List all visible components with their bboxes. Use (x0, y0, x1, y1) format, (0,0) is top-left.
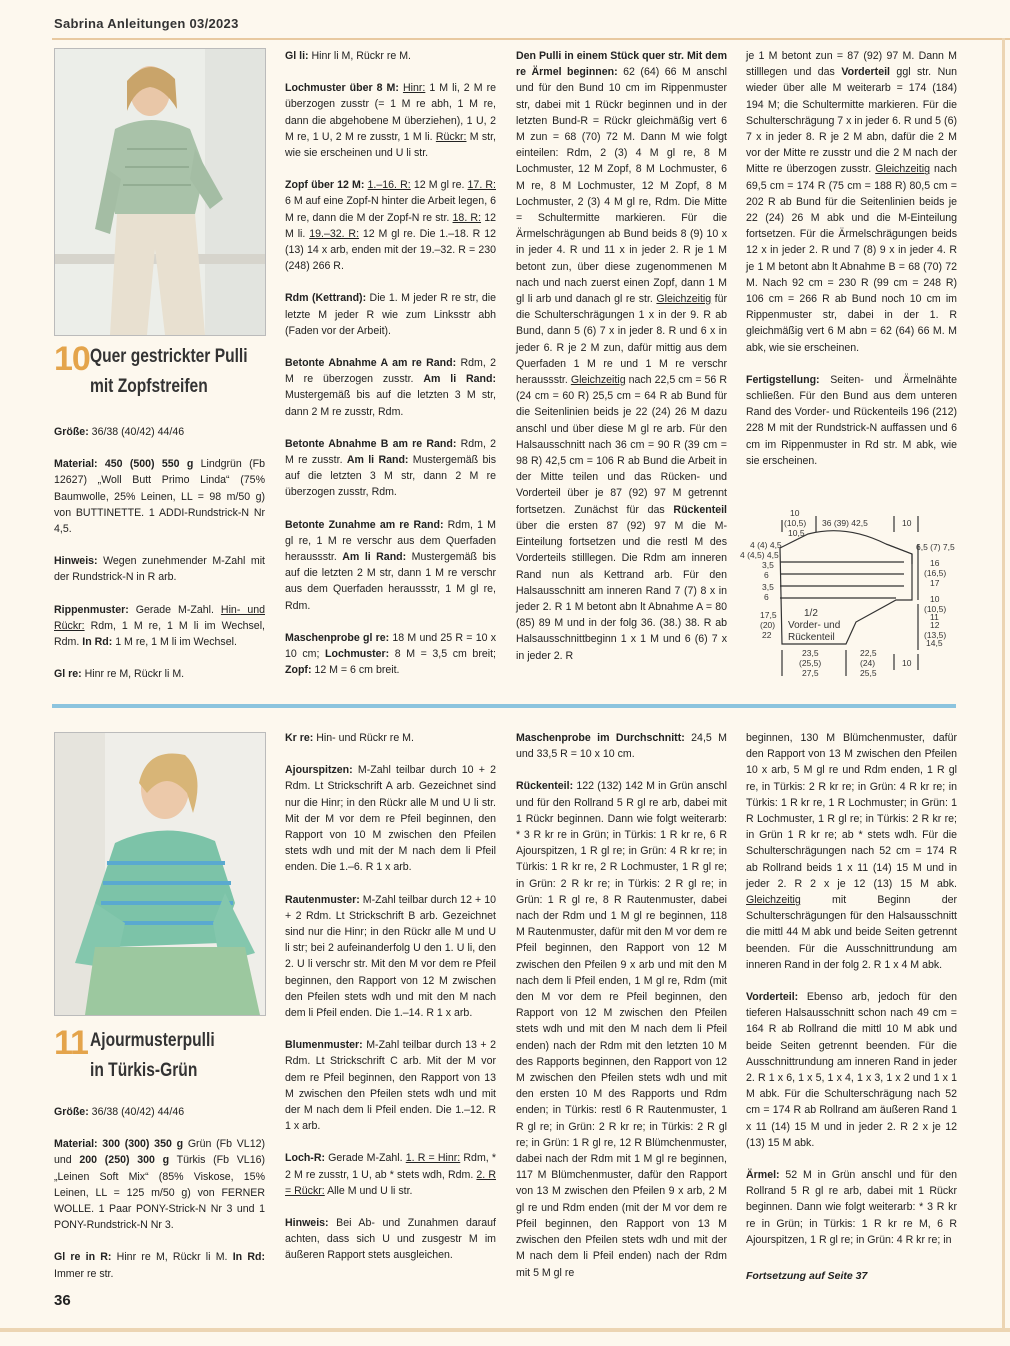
p11-column-4 (746, 730, 957, 1264)
dim-label: 22 (762, 630, 772, 640)
model-photo-illustration (55, 49, 265, 335)
paragraph: beginnen, 130 M Blümchenmuster, dafür den Rapport von 13 M zwischen den Pfeilen 10 x arb, 5 M gl re und Rdm enden, 1 R gl re, in Türkis: 2 R kr re; in Grün: 4 R kr re; in Türkis: 1 R kr re, 1 R Lochmuster; in Grün: 1 R Lochmuster, 1 R gl re; in Türkis: 2 R kr re; in Grün 1 R kr re; ab * stets wdh. Für die Schulterschrägungen nach 52 cm = 174 R ab Rollrand beids 1 x 11 (14) 15 M und in jeder 2. R 2 x je 12 (13) 15 M abk. Gleichzeitig mit Beginn der Schulterschrägungen für den Halsausschnitt die mittl 44 M abk und beide Seiten getrennt beenden. Für die Ausschnittrundung am inneren Rand in der folg 2. R 1 x 4 M abk. (746, 732, 957, 971)
paragraph: Rautenmuster: M-Zahl teilbar durch 12 + 10 + 2 Rdm. Lt Strickschrift B arb. Gezeichnet sind nur die Hinr; in den Rückr alle M und U li str; bei 2 aufeinanderfolg U den 1. U li, den 2. U li verschr str. Mit den M vor dem re Pfeil beginnen, den Rapport von 12 M zwischen den Pfeilen stets wdh und mit den M nach dem li Pfeil enden. Die 1.–14. R 1 x arb. (285, 893, 496, 1020)
dim-label: (10,5) (784, 518, 807, 528)
paragraph: Material: 450 (500) 550 g Lindgrün (Fb 12627) „Woll Butt Primo Linda“ (75% Baumwolle, 25% Leinen, LL = 98 m/50 g) von BUTTINETTE. 1 ADDI-Rundstrick-N Nr 4,5. (54, 458, 266, 536)
paragraph: Zopf über 12 M: 1.–16. R: 12 M gl re. 17. R: 6 M auf eine Zopf-N hinter die Arbeit legen, 6 M re, dann die M der Zopf-N re str. 18. R: 12 M li. 19.–32. R: 12 M gl re. Die 1.–18. R 12 (13) 14 x arb, enden mit der 19.–32. R = 230 (248) 266 R. (285, 179, 496, 273)
paragraph: Lochmuster über 8 M: Hinr: 1 M li, 2 M re überzogen zusstr (= 1 M re abh, 1 M re, dann die abgehobene M überziehen), 1 U, 2 M re, 1 U, 2 M re zusstr, 1 M li. Rückr: M str, wie sie erscheinen und U li str. (285, 82, 496, 160)
pattern-number: 11 (54, 1024, 88, 1062)
dim-label: 25,5 (860, 668, 877, 678)
pattern-number: 10 (54, 340, 90, 378)
dim-label: 4 (4,5) 4,5 (740, 550, 779, 560)
dim-label: 17,5 (760, 610, 777, 620)
pattern-title-line2: mit Zopfstreifen (90, 376, 208, 397)
paragraph: Hinweis: Bei Ab- und Zunahmen darauf achten, dass sich U und zusgestr M im äußeren Rapport stets ausgleichen. (285, 1217, 496, 1262)
paragraph: Maschenprobe gl re: 18 M und 25 R = 10 x 10 cm; Lochmuster: 8 M = 3,5 cm breit; Zopf: 12 M = 6 cm breit. (285, 631, 497, 677)
paragraph: Rdm (Kettrand): Die 1. M jeder R re str, die letzte M jeder R wie zum Linksstr abh (Faden vor der Arbeit). (285, 292, 496, 337)
paragraph: Material: 300 (300) 350 g Grün (Fb VL12) und 200 (250) 300 g Türkis (Fb VL16) „Leinen Soft Mix“ (85% Viskose, 15% Leinen, LL = 125 m/50 g) von FERNER WOLLE. 1 Paar PONY-Strick-N Nr 3 und 1 PONY-Rundstrick-N Nr 3. (54, 1138, 266, 1232)
paragraph: Größe: 36/38 (40/42) 44/46 (54, 426, 185, 438)
paragraph: Gl li: Hinr li M, Rückr re M. (285, 50, 411, 62)
dim-label: (20) (760, 620, 776, 630)
page-number: 36 (54, 1292, 71, 1309)
p11-column-1 (54, 1104, 265, 1298)
paragraph: Betonte Zunahme am re Rand: Rdm, 1 M gl re, 1 M re verschr aus dem Querfaden heraussstr. Am li Rand: Mustergemäß bis auf die letzten 2 M str, dann 1 M re verschr aus dem Querfaden heraussstr, 1 M gl re, Rdm. (285, 518, 497, 612)
paragraph: Kr re: Hin- und Rückr re M. (285, 732, 414, 744)
dim-label: 10 (902, 518, 912, 528)
dim-label: 14,5 (926, 638, 943, 648)
p10-column-2 (285, 48, 496, 695)
dim-label: 3,5 (762, 582, 774, 592)
top-border (52, 38, 1010, 40)
dim-label: (13,5) (924, 630, 947, 640)
dim-label: (25,5) (799, 658, 822, 668)
schematic-label: 1/2 (804, 608, 818, 619)
continued-note: Fortsetzung auf Seite 37 (746, 1270, 868, 1282)
paragraph: Ärmel: 52 M in Grün anschl und für den Rollrand 5 R gl re arb, dabei mit 1 Rückr beginnen. Dann wie folgt weiterarb: * 3 R kr re in Grün; in Türkis: 1 R kr re M, 6 R Ajourspitzen, 1 R gl re; in Grün: 4 R kr re; in (746, 1169, 957, 1246)
dim-label: 10 (790, 508, 800, 518)
paragraph: Betonte Abnahme A am re Rand: Rdm, 2 M re überzogen zusstr. Am li Rand: Mustergemäß bis auf die letzten 3 M str, dann 2 M re zusstr, Rdm. (285, 357, 496, 418)
paragraph: Loch-R: Gerade M-Zahl. 1. R = Hinr: Rdm, * 2 M re zusstr, 1 U, ab * stets wdh, Rdm. 2. R = Rückr: Alle M und U li str. (285, 1152, 497, 1197)
dim-label: 23,5 (802, 648, 819, 658)
dim-label: 11 (930, 612, 939, 622)
dim-label: (24) (860, 658, 876, 668)
page-header: Sabrina Anleitungen 03/2023 (54, 16, 239, 31)
dim-label: 6 (764, 592, 769, 602)
paragraph: Vorderteil: Ebenso arb, jedoch für den tieferen Halsausschnitt schon nach 49 cm = 164 R ab Rollrand die mittl 10 M abk und beide Seiten getrennt beenden. Für die Ausschnittrundung am inneren Rand in jeder 2. R 1 x 6, 1 x 5, 1 x 4, 1 x 3, 1 x 2 und 1 x 1 M abk. Für die Schulterschrägung nach 52 cm = 174 R ab Rollrand am äußeren Rand 1 x 11 (14) 15 M und in jeder 2. R 2 x je 12 (13) 15 M abk. (746, 991, 957, 1149)
photo-pattern-10 (54, 48, 266, 336)
paragraph: Blumenmuster: M-Zahl teilbar durch 13 + 2 Rdm. Lt Strickschrift C arb. Mit der M vor dem re Pfeil beginnen, den Rapport von 13 M zwischen den Pfeilen stets wdh und mit der M nach dem li Pfeil enden. Die 1.–12. R 1 x arb. (285, 1039, 496, 1133)
p10-column-1 (54, 424, 265, 698)
right-border (1002, 38, 1005, 1328)
p10-column-3 (516, 48, 727, 680)
paragraph: Gl re: Hinr re M, Rückr li M. (54, 668, 185, 681)
paragraph: Größe: 36/38 (40/42) 44/46 (54, 1106, 185, 1118)
dim-label: 10 (930, 594, 940, 604)
paragraph: Rippenmuster: Gerade M-Zahl. Hin- und Rückr: Rdm, 1 M re, 1 M li im Wechsel, Rdm. In Rd: 1 M re, 1 M li im Wechsel. (54, 603, 265, 649)
schematic-label: Vorder- und (788, 620, 841, 631)
dim-label: 10 (902, 658, 912, 668)
p10-column-4 (746, 48, 957, 485)
paragraph: Rückenteil: 122 (132) 142 M in Grün anschl und für den Rollrand 5 R gl re arb, dabei mit 1 Rückr beginnen. Dann wie folgt weiterarb: * 3 R kr re in Grün; in Türkis: 1 R kr re, 6 R Ajourspitzen, 1 R gl re; in Grün: 4 R kr re; in Türkis: 1 R kr re, 2 R Lochmuster, 1 R gl re; in Grün: 2 R kr re; in Türkis: 2 R gl re; in Grün: 1 R gl re, 8 R Rautenmuster, dabei nach der Rdm und 1 M gl re beginnen, 118 M Rautenmuster, dafür mit den M vor dem re Pfeil beginnen, den Rapport von 12 M zwischen den Pfeilen 9 x arb und mit den M nach dem li Pfeil enden, 1 M gl re, Rdm (mit den M vor dem re Pfeil beginnen, den Rapport von 12 M zwischen den Pfeilen stets wdh und mit den M nach dem li Pfeil enden) nach der Rdm mit den letzten 10 M des Rapports beginnen, den Rapport von 12 M zwischen den Pfeilen stets wdh und mit den ersten 10 M des Rapports und Rdm enden; in Türkis: restl 6 R Rautenmuster, 1 R gl re; in Grün: 2 R kr re; in Türkis: 2 R gl re; in Grün: 1 R gl re, 12 R Blümchenmuster, dabei nach der Rdm mit 1 M gl re beginnen, 117 M Blümchenmuster, dafür den Rapport von 13 M zwischen den Pfeilen 9 x arb, 2 M gl re und Rdm enden (mit der M vor dem re Pfeil beginnen, den Rapport von 13 M zwischen den Pfeilen stets wdh und mit der M nach dem li Pfeil enden) nach der Rdm mit 5 M gl re (516, 780, 727, 1279)
paragraph: Ajourspitzen: M-Zahl teilbar durch 10 + 2 Rdm. Lt Strickschrift A arb. Gezeichnet sind nur die Hinr; in den Rückr alle M und U li str. Mit der M vor dem re Pfeil beginnen, den Rapport von 10 M zwischen den Pfeilen stets wdh und mit der M nach dem li Pfeil enden. Die 1.–6. R 1 x arb. (285, 764, 496, 874)
paragraph: Den Pulli in einem Stück quer str. Mit dem re Ärmel beginnen: 62 (64) 66 M anschl und für den Bund 10 cm im Rippenmuster str, dabei mit 1 Rückr beginnen und in der letzten Bund-R = Rückr gleichmäßig vert 6 M zun = 68 (70) 72 M. Dann M wie folgt einteilen: Rdm, 2 (3) 4 M gl re, 8 M Lochmuster, 12 M Zopf, 8 M Lochmuster, 6 M re, 8 M Lochmuster, 12 M Zopf, 8 M Lochmuster, 2 (3) 4 M gl re, Rdm. Die Mitte = Schultermitte markieren. Für die Ärmelschrägungen ab Bund beids 8 (9) 10 x in jeder 4. R und 11 x in jeder 2. R je 1 M betont zun, über diese zugenommenen M nach und nach zuerst einen Zopf, dann 1 M gl li arb und danach gl re str. Gleichzeitig für die Schulterschrägungen 1 x in der 9. R ab Bund, dann 5 (6) 7 x in jeder 8. R und 6 x in jeder 6. R je 2 M zun, dafür mittig aus dem Querfaden 1 M re und 1 M re verschr heraussstr. Gleichzeitig nach 22,5 cm = 56 R (24 cm = 60 R) 25,5 cm = 64 R ab Bund für die Seitenlinien beids je 22 (24) 26 M dazu anschl und über diese M gl re arb. Für den Halsausschnitt nach 36 cm = 90 R (39 cm = 98 R) 42,5 cm = 106 R ab Bund die Arbeit in der Mitte teilen und das Rücken- und Vorderteil über je 87 (92) 97 M getrennt fortsetzen. Zunächst für das Rückenteil über die ersten 87 (92) 97 M die M-Einteilung fortsetzen und die restl M des Vorderteils stilllegen. Die Rdm am inneren Rand nun als Kettrand arb. Für den Halsausschnitt am inneren Rand 7 (7) 8 x in jeder 2. R 1 M betont abn lt Abnahme A = 80 (85) 89 M und in der folg 36. (38.) 38. R ab Halsausschnittbeginn 1 x 1 M und 6 (6) 7 x in jeder 2. R (516, 50, 727, 662)
p11-column-3 (516, 730, 727, 1297)
pattern-title-line1: Ajourmusterpulli (90, 1030, 215, 1051)
dim-label: 22,5 (860, 648, 877, 658)
bottom-border (0, 1328, 1010, 1332)
dim-label: 6 (764, 570, 769, 580)
dim-label: 27,5 (802, 668, 819, 678)
dim-label: 6,5 (7) 7,5 (916, 542, 955, 552)
p11-column-2 (285, 730, 496, 1280)
dim-label: 16 (930, 558, 940, 568)
paragraph: Maschenprobe im Durchschnitt: 24,5 M und 33,5 R = 10 x 10 cm. (516, 732, 727, 761)
pattern-schematic (736, 504, 966, 682)
paragraph: Betonte Abnahme B am re Rand: Rdm, 2 M re zusstr. Am li Rand: Mustergemäß bis auf die letzten 3 M str, dann 2 M re überzogen zusstr, Rdm. (285, 437, 497, 499)
dim-label: (16,5) (924, 568, 947, 578)
pattern-title-line1: Quer gestrickter Pulli (90, 346, 248, 367)
photo-pattern-11 (54, 732, 266, 1016)
pattern-title-line2: in Türkis-Grün (90, 1060, 198, 1081)
paragraph: Fertigstellung: Seiten- und Ärmelnähte schließen. Für den Bund aus dem unteren Rand des Vorder- und Rückenteils 196 (212) 228 M mit der Rundstrick-N auffassen und 6 cm im Rippenmuster in Rd str. M abk, wie sie erscheinen. (746, 373, 957, 467)
schematic-label: Rückenteil (788, 632, 835, 643)
dim-label: (10,5) (924, 604, 947, 614)
dim-label: 36 (39) 42,5 (822, 518, 868, 528)
dim-label: 4 (4) 4,5 (750, 540, 782, 550)
paragraph: je 1 M betont zun = 87 (92) 97 M. Dann M stilllegen und das Vorderteil ggl str. Nun wieder über alle M weiterarb = 174 (184) 194 M; die Schultermitte markieren. Für die Schulterschrägung 7 x in jeder 6. R und 5 (6) 7 x in jeder 8. R je 2 M abn, dafür die 2 M vor der Mitte re zusstr und die 2 M nach der Mitte re überzogen zusstr. Gleichzeitig nach 69,5 cm = 174 R (75 cm = 188 R) 80,5 cm = 202 R ab Bund für die Seitenlinien beids je 22 (24) 26 M abk und die M-Einteilung fortsetzen. Für die Ärmelschrägungen beids 12 x in jeder 2. R und 7 (8) 9 x in jeder 4. R je 1 M betont abn lt Abnahme B = 68 (70) 72 M. Nach 92 cm = 230 R (99 cm = 248 R) 106 cm = 266 R ab Bund noch 10 cm im Rippenmuster str, dabei in der 1. R gleichmäßig vert 6 M abn = 62 (64) 66 M. M abk, wie sie erscheinen. (746, 50, 958, 354)
dim-label: 12 (930, 620, 940, 630)
section-separator (52, 704, 956, 708)
paragraph: Hinweis: Wegen zunehmender M-Zahl mit der Rundstrick-N in R arb. (54, 555, 265, 584)
dim-label: 10,5 (788, 528, 805, 538)
paragraph: Gl re in R: Hinr re M, Rückr li M. In Rd: Immer re str. (54, 1251, 265, 1280)
dim-label: 17 (930, 578, 940, 588)
model-photo-illustration (55, 733, 265, 1015)
dim-label: 3,5 (762, 560, 774, 570)
